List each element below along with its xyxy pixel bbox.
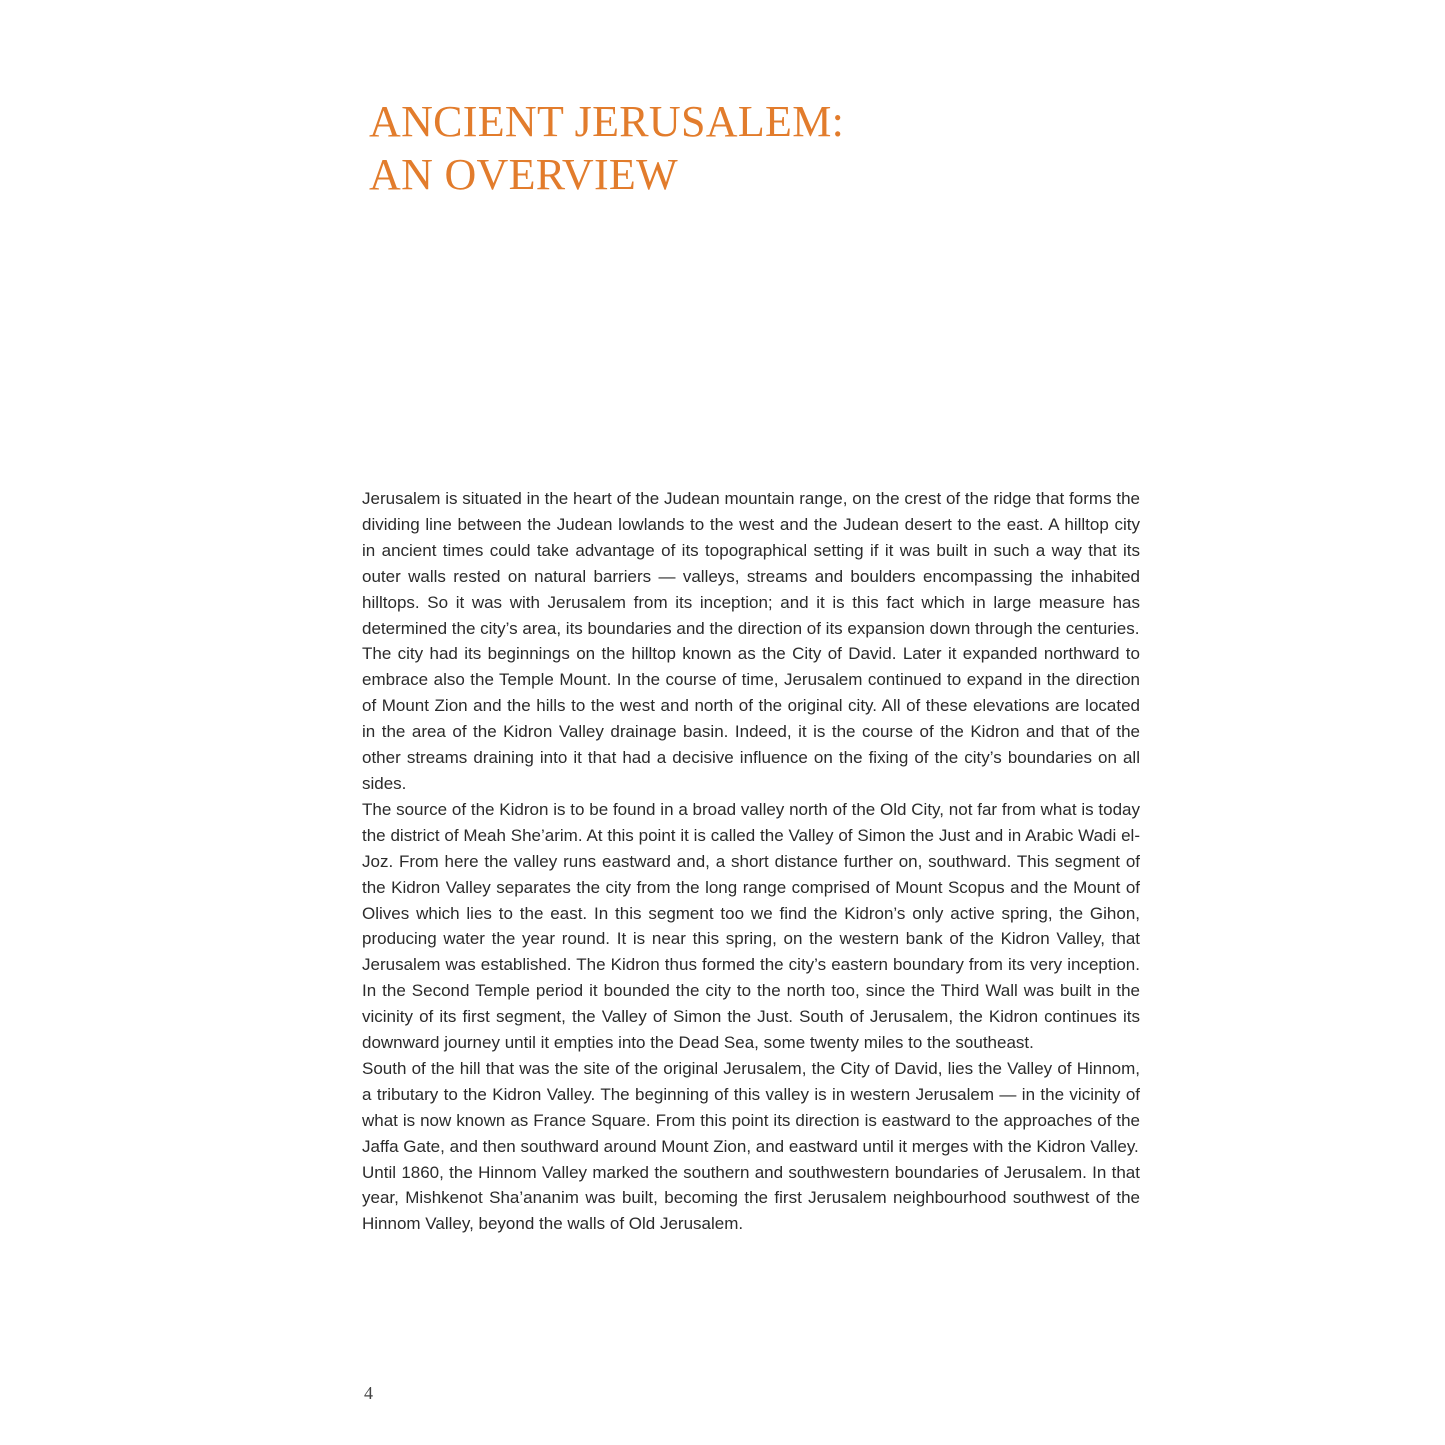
chapter-title-line-1: ANCIENT JERUSALEM: bbox=[369, 97, 845, 146]
body-text bbox=[362, 486, 1140, 1237]
paragraph: South of the hill that was the site of the original Jerusalem, the City of David, lies the Valley of Hinnom, a tributary to the Kidron Valley. The beginning of this valley is in western Jerusalem — in the vicinity of what is now known as France Square. From this point its direction is eastward to the approaches of the Jaffa Gate, and then southward around Mount Zion, and eastward until it merges with the Kidron Valley. bbox=[362, 1058, 1140, 1156]
paragraph: The source of the Kidron is to be found in a broad valley north of the Old City, not far from what is today the district of Meah She’arim. At this point it is called the Valley of Simon the Just and in Arabic Wadi el-Joz. From here the valley runs eastward and, a short distance further on, southward. This segment of the Kidron Valley separates the city from the long range comprised of Mount Scopus and the Mount of Olives which lies to the east. In this segment too we find the Kidron’s only active spring, the Gihon, producing water the year round. It is near this spring, on the western bank of the Kidron Valley, that Jerusalem was established. The Kidron thus formed the city’s eastern boundary from its very inception. In the Second Temple period it bounded the city to the north too, since the Third Wall was built in the vicinity of its first segment, the Valley of Simon the Just. South of Jerusalem, the Kidron continues its downward journey until it empties into the Dead Sea, some twenty miles to the southeast. bbox=[362, 799, 1140, 1053]
paragraph: Jerusalem is situated in the heart of the Judean mountain range, on the crest of the ridge that forms the dividing line between the Judean lowlands to the west and the Judean desert to the east. A hilltop city in ancient times could take advantage of its topographical setting if it was built in such a way that its outer walls rested on natural barriers — valleys, streams and boulders encompassing the inhabited hilltops. So it was with Jerusalem from its inception; and it is this fact which in large measure has determined the city’s area, its boundaries and the direction of its expansion down through the centuries. bbox=[362, 489, 1140, 638]
page-number: 4 bbox=[364, 1383, 373, 1403]
chapter-title-line-2: AN OVERVIEW bbox=[369, 150, 678, 199]
paragraph: The city had its beginnings on the hilltop known as the City of David. Later it expanded northward to embrace also the Temple Mount. In the course of time, Jerusalem continued to expand in the direction of Mount Zion and the hills to the west and north of the original city. All of these elevations are located in the area of the Kidron Valley drainage basin. Indeed, it is the course of the Kidron and that of the other streams draining into it that had a decisive influence on the fixing of the city’s boundaries on all sides. bbox=[362, 644, 1140, 793]
chapter-title bbox=[369, 95, 844, 201]
paragraph: Until 1860, the Hinnom Valley marked the southern and southwestern boundaries of Jerusalem. In that year, Mishkenot Sha’ananim was built, becoming the first Jerusalem neighbourhood southwest of the Hinnom Valley, beyond the walls of Old Jerusalem. bbox=[362, 1162, 1140, 1234]
